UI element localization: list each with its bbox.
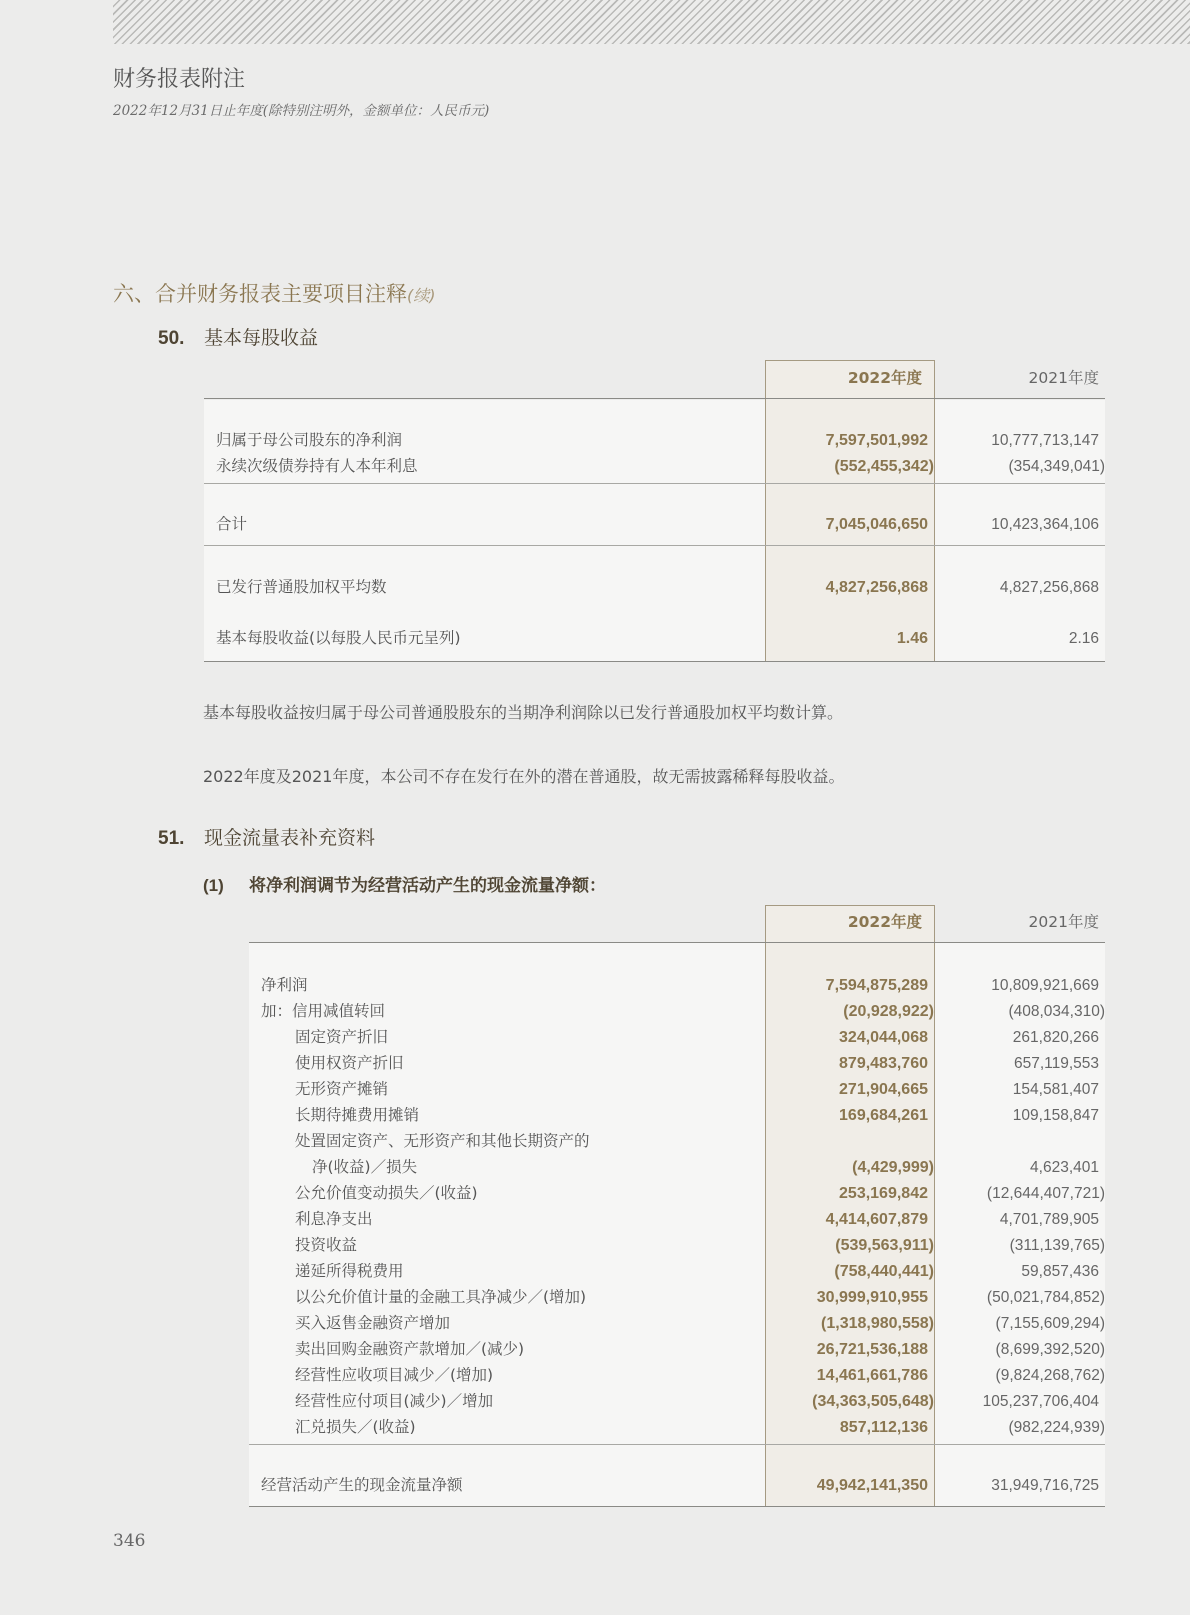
cf-row-value-2021: 4,623,401 bbox=[1030, 1159, 1099, 1176]
cf-row-value-2021: 59,857,436 bbox=[1021, 1263, 1099, 1280]
cf-row-value-2022: 857,112,136 bbox=[839, 1419, 928, 1436]
cf-row-value-2021: 657,119,553 bbox=[1013, 1055, 1099, 1072]
page-number: 346 bbox=[113, 1531, 146, 1551]
cf-row-value-2022: 26,721,536,188 bbox=[816, 1341, 928, 1358]
eps-header-rule bbox=[204, 398, 1105, 399]
cf-row-value-2021: (12,644,407,721) bbox=[986, 1185, 1105, 1202]
cf-row-value-2022: (758,440,441) bbox=[834, 1263, 934, 1280]
cf-row-value-2021: (408,034,310) bbox=[1008, 1003, 1105, 1020]
eps-row-label: 基本每股收益(以每股人民币元呈列) bbox=[216, 629, 461, 647]
cf-row-value-2021: (982,224,939) bbox=[1008, 1419, 1105, 1436]
note-51-title: 现金流量表补充资料 bbox=[204, 827, 376, 849]
eps-col-header-2021: 2021年度 bbox=[1028, 369, 1099, 387]
cf-row-value-2022: (4,429,999) bbox=[852, 1159, 934, 1176]
note-50-heading bbox=[158, 323, 318, 350]
eps-row-value-2021: 2.16 bbox=[1068, 630, 1099, 647]
cf-row-label: 公允价值变动损失／(收益) bbox=[295, 1184, 478, 1202]
note-51-heading bbox=[158, 823, 375, 850]
cf-col-header-2021: 2021年度 bbox=[1028, 913, 1099, 931]
cf-row-label: 汇兑损失／(收益) bbox=[295, 1418, 416, 1436]
section-title-continued: (续) bbox=[407, 286, 436, 305]
cash-flow-table bbox=[249, 905, 1105, 1507]
eps-row-value-2022: 7,597,501,992 bbox=[825, 432, 928, 449]
eps-row-value-2021: 10,777,713,147 bbox=[991, 432, 1099, 449]
cf-row-label: 使用权资产折旧 bbox=[295, 1054, 404, 1072]
cf-header-rule bbox=[249, 942, 1105, 943]
cf-row-value-2021: (9,824,268,762) bbox=[995, 1367, 1105, 1384]
eps-col-header-2022: 2022年度 bbox=[847, 369, 922, 387]
eps-table bbox=[204, 360, 1105, 662]
cf-row-value-2022: 30,999,910,955 bbox=[816, 1289, 928, 1306]
cf-row-label: 加：信用减值转回 bbox=[261, 1002, 386, 1020]
cf-row-label: 经营性应收项目减少／(增加) bbox=[295, 1366, 494, 1384]
eps-row-value-2022: 7,045,046,650 bbox=[825, 516, 928, 533]
cf-row-value-2022: (34,363,505,648) bbox=[812, 1393, 934, 1410]
cf-row-value-2022: 253,169,842 bbox=[839, 1185, 928, 1202]
note-51-1-number: (1) bbox=[203, 876, 224, 895]
eps-row-value-2021: 10,423,364,106 bbox=[991, 516, 1099, 533]
cf-bottom-rule bbox=[249, 1506, 1105, 1507]
cf-total-rule bbox=[249, 1444, 1105, 1445]
note-50-title: 基本每股收益 bbox=[204, 327, 319, 349]
cf-row-value-2022: 49,942,141,350 bbox=[816, 1477, 928, 1494]
cf-row-value-2022: (1,318,980,558) bbox=[821, 1315, 934, 1332]
cf-col-header-2022: 2022年度 bbox=[847, 913, 922, 931]
eps-row-label: 合计 bbox=[216, 515, 248, 533]
cf-row-value-2022: 271,904,665 bbox=[839, 1081, 928, 1098]
eps-row-value-2022: 1.46 bbox=[896, 630, 928, 647]
cf-row-value-2022: (20,928,922) bbox=[843, 1003, 934, 1020]
page-header-subtitle: 2022年12月31日止年度(除特别注明外，金额单位：人民币元) bbox=[113, 103, 490, 119]
cf-row-label: 长期待摊费用摊销 bbox=[295, 1106, 420, 1124]
cf-row-label: 处置固定资产、无形资产和其他长期资产的 bbox=[295, 1132, 590, 1150]
cf-row-value-2021: 154,581,407 bbox=[1012, 1081, 1099, 1098]
cf-row-value-2022: 324,044,068 bbox=[839, 1029, 928, 1046]
section-title bbox=[113, 278, 436, 308]
page-header-title: 财务报表附注 bbox=[113, 67, 246, 92]
eps-row-label: 已发行普通股加权平均数 bbox=[216, 578, 387, 596]
eps-explanation-paragraph: 基本每股收益按归属于母公司普通股股东的当期净利润除以已发行普通股加权平均数计算。 bbox=[203, 703, 844, 722]
cf-row-label: 买入返售金融资产增加 bbox=[295, 1314, 451, 1332]
cf-row-label: 以公允价值计量的金融工具净减少／(增加) bbox=[295, 1288, 587, 1306]
cf-row-value-2022: 14,461,661,786 bbox=[816, 1367, 928, 1384]
cf-row-value-2021: 109,158,847 bbox=[1012, 1107, 1099, 1124]
cf-row-label: 净利润 bbox=[261, 976, 308, 994]
cf-row-label: 投资收益 bbox=[295, 1236, 358, 1254]
cf-row-label: 递延所得税费用 bbox=[295, 1262, 404, 1280]
cf-row-value-2022: (539,563,911) bbox=[835, 1237, 934, 1254]
eps-row-value-2022: 4,827,256,868 bbox=[825, 579, 928, 596]
cf-row-value-2022: 879,483,760 bbox=[839, 1055, 928, 1072]
eps-row-label: 归属于母公司股东的净利润 bbox=[216, 431, 403, 449]
cf-row-value-2021: (7,155,609,294) bbox=[995, 1315, 1105, 1332]
cf-row-value-2021: (50,021,784,852) bbox=[986, 1289, 1105, 1306]
eps-row-value-2021: 4,827,256,868 bbox=[999, 579, 1099, 596]
note-51-number: 51. bbox=[158, 828, 185, 849]
section-title-text: 六、合并财务报表主要项目注释 bbox=[113, 282, 407, 306]
eps-total-rule bbox=[204, 545, 1105, 546]
cf-row-label: 无形资产摊销 bbox=[295, 1080, 389, 1098]
cf-row-label: 经营性应付项目(减少)／增加 bbox=[295, 1392, 494, 1410]
note-51-1-title: 将净利润调节为经营活动产生的现金流量净额： bbox=[249, 876, 606, 896]
cf-row-value-2021: (311,139,765) bbox=[1009, 1237, 1105, 1254]
cf-row-value-2022: 7,594,875,289 bbox=[825, 977, 928, 994]
cf-row-value-2021: (8,699,392,520) bbox=[995, 1341, 1105, 1358]
cf-row-value-2021: 261,820,266 bbox=[1012, 1029, 1099, 1046]
eps-bottom-rule bbox=[204, 661, 1105, 662]
eps-row-value-2021: (354,349,041) bbox=[1008, 458, 1105, 475]
cf-row-label: 卖出回购金融资产款增加／(减少) bbox=[295, 1340, 525, 1358]
cf-row-value-2021: 31,949,716,725 bbox=[991, 1477, 1099, 1494]
diluted-eps-paragraph: 2022年度及2021年度，本公司不存在发行在外的潜在普通股，故无需披露稀释每股收益。 bbox=[203, 767, 845, 786]
cf-row-label: 净(收益)／损失 bbox=[312, 1158, 418, 1176]
eps-subtotal-rule bbox=[204, 483, 1105, 484]
cf-row-value-2021: 10,809,921,669 bbox=[991, 977, 1099, 994]
cf-row-value-2021: 4,701,789,905 bbox=[999, 1211, 1099, 1228]
header-hatch-band bbox=[113, 0, 1190, 44]
eps-2022-column-highlight bbox=[765, 360, 935, 662]
cf-row-value-2022: 169,684,261 bbox=[839, 1107, 928, 1124]
eps-row-label: 永续次级债券持有人本年利息 bbox=[216, 457, 418, 475]
note-51-1-heading bbox=[203, 871, 606, 896]
eps-row-value-2022: (552,455,342) bbox=[834, 458, 934, 475]
cf-row-label: 利息净支出 bbox=[295, 1210, 373, 1228]
cf-row-value-2021: 105,237,706,404 bbox=[982, 1393, 1099, 1410]
cf-row-label: 固定资产折旧 bbox=[295, 1028, 389, 1046]
cf-row-value-2022: 4,414,607,879 bbox=[825, 1211, 928, 1228]
cf-row-label: 经营活动产生的现金流量净额 bbox=[261, 1476, 463, 1494]
note-50-number: 50. bbox=[158, 328, 185, 349]
